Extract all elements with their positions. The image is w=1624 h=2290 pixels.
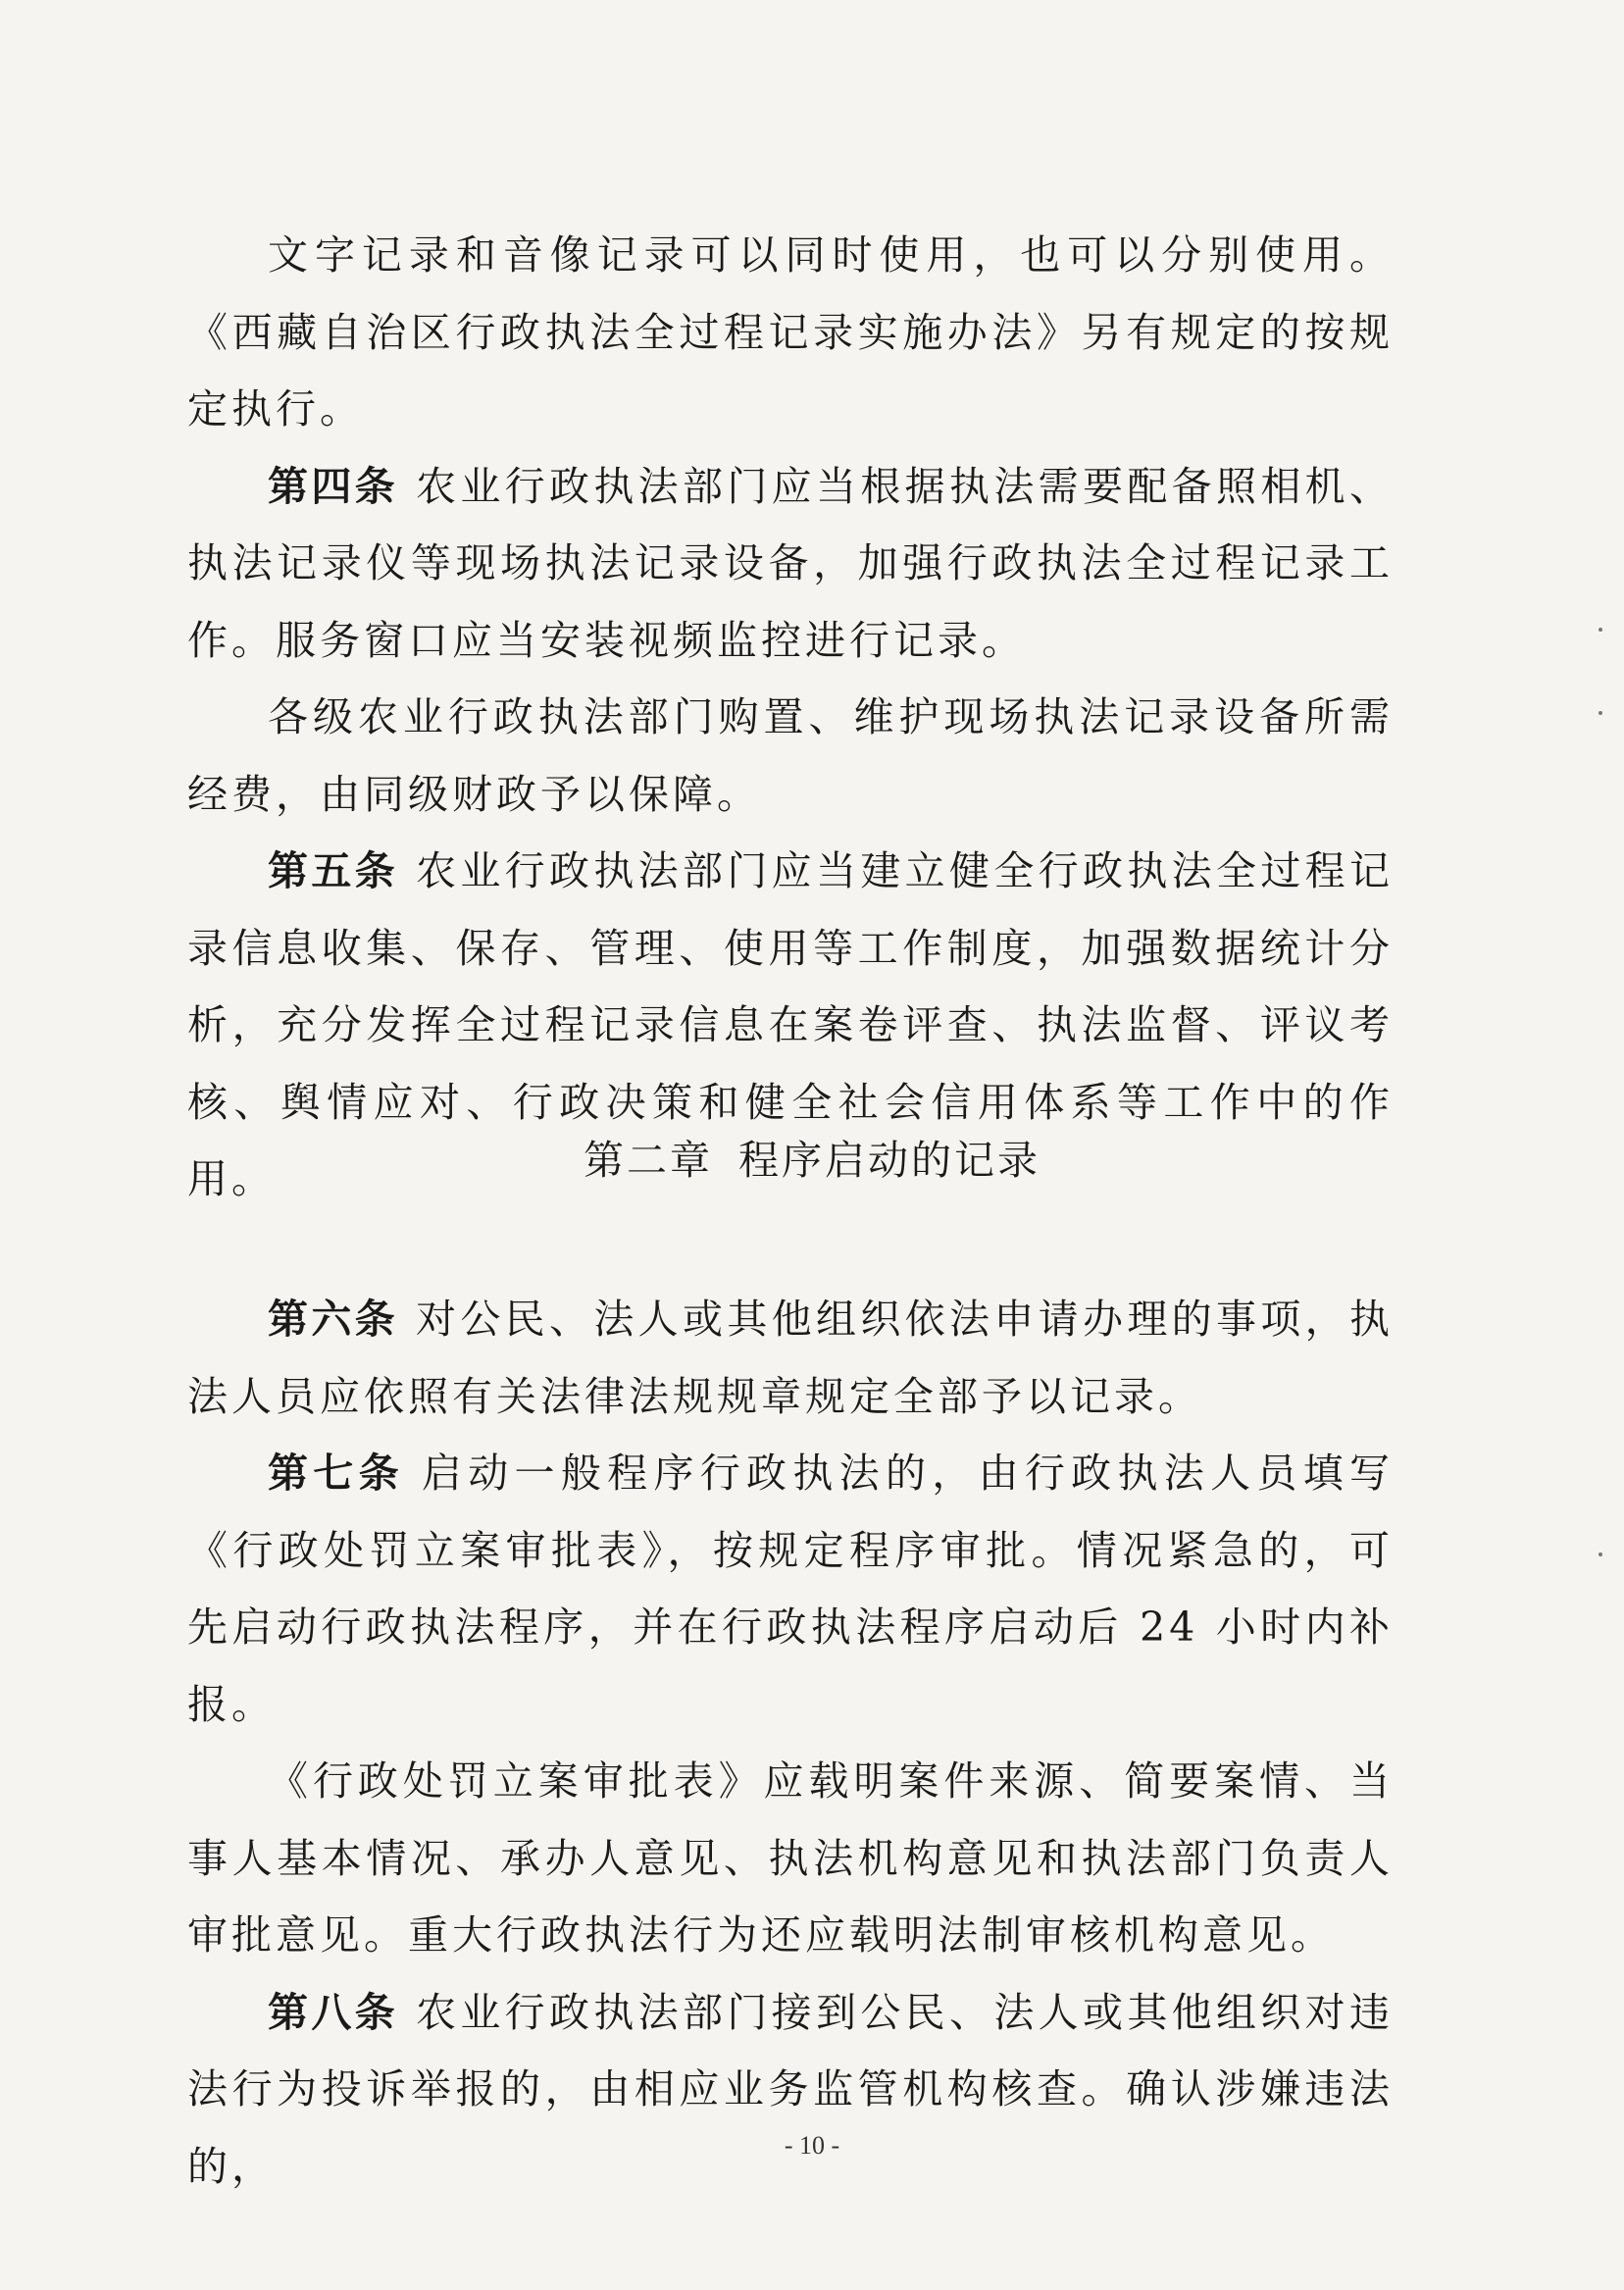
scan-mark [1599, 1552, 1602, 1556]
article-7-paragraph-2: 《行政处罚立案审批表》应载明案件来源、简要案情、当事人基本情况、承办人意见、执法机构意见和执法部门负责人审批意见。重大行政执法行为还应载明法制审核机构意见。 [187, 1757, 1394, 1959]
article-6-label: 第六条 [268, 1296, 398, 1343]
page-number: - 10 - [784, 2131, 840, 2160]
chapter-heading [0, 1128, 1624, 1186]
article-7 [187, 1435, 1394, 1743]
article-8 [187, 1974, 1394, 2206]
article-5-label: 第五条 [268, 847, 398, 894]
article-8-label: 第八条 [268, 1988, 398, 2036]
article-6-text: 对公民、法人或其他组织依法申请办理的事项，执法人员应依照有关法律法规规章规定全部予以记录。 [187, 1296, 1394, 1420]
article-4 [187, 448, 1394, 680]
body-text-upper [187, 217, 1394, 1218]
article-7-label: 第七条 [268, 1450, 404, 1497]
article-4-label: 第四条 [268, 462, 398, 510]
body-text-lower [187, 1281, 1394, 2205]
article-5-text: 农业行政执法部门应当建立健全行政执法全过程记录信息收集、保存、管理、使用等工作制度，加强数据统计分析，充分发挥全过程记录信息在案卷评查、执法监督、评议考核、舆情应对、行政决策和健全社会信用体系等工作中的作用。 [187, 847, 1394, 1202]
article-7-text: 启动一般程序行政执法的，由行政执法人员填写《行政处罚立案审批表》，按规定程序审批。情况紧急的，可先启动行政执法程序，并在行政执法程序启动后 24 小时内补报。 [187, 1450, 1395, 1728]
scan-mark [1599, 628, 1602, 632]
paragraph-continuation: 文字记录和音像记录可以同时使用，也可以分别使用。《西藏自治区行政执法全过程记录实施办法》另有规定的按规定执行。 [187, 231, 1394, 433]
article-4-text: 农业行政执法部门应当根据执法需要配备照相机、执法记录仪等现场执法记录设备，加强行政执法全过程记录工作。服务窗口应当安装视频监控进行记录。 [187, 462, 1394, 664]
article-4-paragraph-2: 各级农业行政执法部门购置、维护现场执法记录设备所需经费，由同级财政予以保障。 [187, 693, 1394, 818]
scan-mark [1599, 711, 1602, 715]
article-6 [187, 1281, 1394, 1435]
chapter-title: 程序启动的记录 [738, 1137, 1040, 1184]
article-8-text: 农业行政执法部门接到公民、法人或其他组织对违法行为投诉举报的，由相应业务监管机构核查。确认涉嫌违法的， [187, 1988, 1394, 2190]
chapter-number: 第二章 [584, 1137, 713, 1184]
